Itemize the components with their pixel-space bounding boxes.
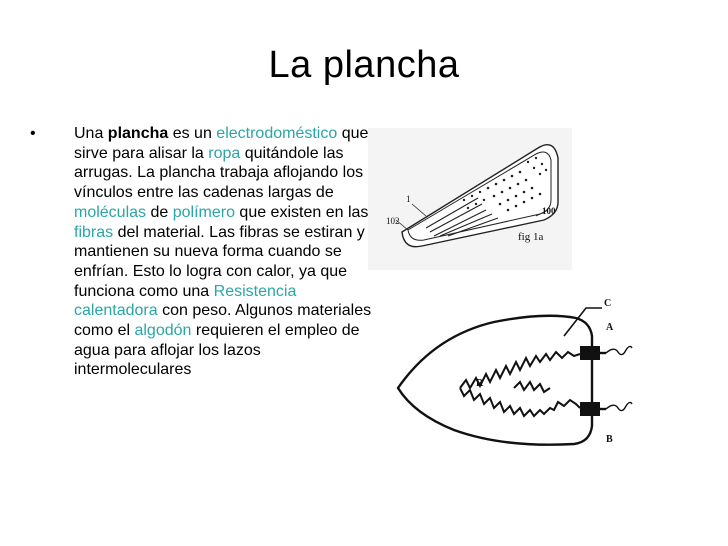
label-r: R [476, 378, 484, 389]
link-electrodomestico[interactable]: electrodoméstico [216, 125, 338, 142]
wire-b [606, 402, 632, 410]
label-100: 100 [542, 206, 556, 216]
link-algodon[interactable]: algodón [134, 322, 192, 340]
text-segment: es un [168, 125, 217, 142]
label-1: 1 [406, 194, 411, 204]
text-segment: del material. Las fibras se estiran y mantienen su nueva forma cuando se enfrían. Esto lo logra con calor, ya que funciona como una [74, 223, 365, 300]
bold-term-plancha: plancha [107, 125, 169, 142]
slide-title: La plancha [268, 44, 460, 86]
text-segment: que sirve para alisar la [74, 125, 369, 162]
bullet-paragraph [74, 124, 374, 380]
terminal-a [580, 346, 600, 360]
text-segment: que existen en las [234, 203, 369, 221]
link-resistencia-calentadora[interactable]: Resistencia calentadora [74, 282, 297, 320]
text-segment: Una [74, 125, 108, 142]
wire-a [606, 346, 632, 354]
link-polimero[interactable]: polímero [172, 203, 235, 221]
bullet-marker: • [30, 125, 36, 142]
text-segment: requieren el empleo de agua para aflojar los lazos intermoleculares [74, 322, 360, 379]
iron-resistance-figure [394, 296, 634, 454]
link-moleculas[interactable]: moléculas [74, 203, 147, 221]
iron-soleplate-figure [368, 128, 572, 270]
figure-caption: fig 1a [518, 231, 544, 243]
text-segment: de [146, 203, 173, 221]
label-c: C [604, 298, 612, 309]
text-segment: quitándole las arrugas. La plancha trabaja aflojando los vínculos entre las cadenas largas de [74, 144, 364, 202]
label-102: 102 [386, 216, 400, 226]
link-ropa[interactable]: ropa [208, 144, 241, 162]
iron-outline [398, 316, 592, 445]
label-a: A [606, 322, 614, 333]
terminal-b [580, 402, 600, 416]
link-fibras[interactable]: fibras [74, 223, 114, 241]
text-segment: con peso. Algunos materiales como el [74, 302, 372, 340]
label-b: B [606, 434, 613, 445]
